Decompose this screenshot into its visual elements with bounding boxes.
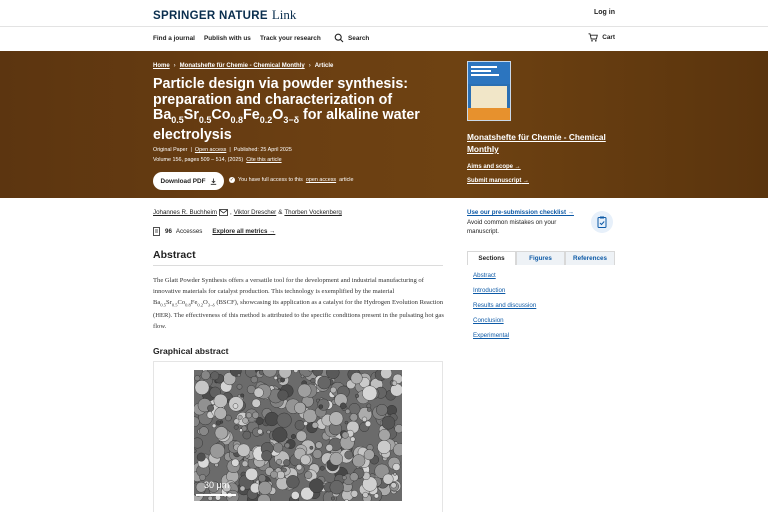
accesses-count: 96 bbox=[165, 228, 172, 235]
tab-figures[interactable]: Figures bbox=[516, 251, 565, 265]
logo-link-text: Link bbox=[271, 7, 297, 22]
toc-item-results-discussion[interactable]: Results and discussion bbox=[473, 302, 537, 309]
search-button[interactable] bbox=[334, 33, 369, 43]
aims-scope-link[interactable]: Aims and scope → bbox=[467, 164, 521, 170]
article-hero bbox=[0, 51, 768, 198]
abstract-text: The Glatt Powder Synthesis offers a versatile tool for the development and industrial manufacturing of innovative materials for catalyst production. This technology is exemplified by the material $Ba_{0.5}Sr_{0.5}Co_{0.8}Fe_{0.2}O_{3-\delta}$ (BSCF), showcasing its application as a catalyst for the Hydrogen Evolution Reaction (HER). The effectiveness of this method is attributed to the specific conditions present in the pulsating hot gas flow. bbox=[153, 277, 444, 331]
cart-label: Cart bbox=[602, 34, 615, 41]
access-open-access-link[interactable]: open access bbox=[305, 177, 337, 183]
checklist-description: Avoid common mistakes on your manuscript. bbox=[467, 219, 557, 235]
nav-bar bbox=[0, 27, 768, 51]
download-icon bbox=[210, 178, 217, 185]
toc-item-abstract[interactable]: Abstract bbox=[473, 272, 496, 279]
document-icon bbox=[153, 227, 161, 236]
accesses-label: Accesses bbox=[175, 228, 203, 235]
springer-nature-link-logo[interactable] bbox=[153, 7, 296, 23]
submit-manuscript-link[interactable]: Submit manuscript → bbox=[467, 178, 530, 184]
open-access-link[interactable]: Open access bbox=[194, 147, 227, 153]
presubmission-checklist-link[interactable]: Use our pre-submission checklist → bbox=[467, 209, 574, 216]
logo-brand: SPRINGER NATURE bbox=[153, 10, 268, 22]
explore-metrics-link[interactable]: Explore all metrics → bbox=[212, 228, 276, 235]
nav-find-journal[interactable]: Find a journal bbox=[153, 35, 195, 42]
breadcrumb-home[interactable]: Home bbox=[153, 63, 170, 69]
author-link[interactable]: Thorben Vockenberg bbox=[284, 209, 342, 216]
full-access-note: ✓ You have full access to this open access article bbox=[229, 177, 354, 183]
tab-references[interactable]: References bbox=[565, 251, 615, 265]
clipboard-check-icon bbox=[591, 211, 613, 233]
article-metrics bbox=[153, 227, 275, 236]
graphical-abstract-heading: Graphical abstract bbox=[153, 346, 229, 356]
article-volume: Volume 156, pages 509 – 514, (2025) bbox=[153, 157, 244, 163]
toc-item-introduction[interactable]: Introduction bbox=[473, 287, 506, 294]
breadcrumb-journal[interactable]: Monatshefte für Chemie - Chemical Monthly bbox=[179, 63, 305, 69]
download-pdf-button[interactable] bbox=[153, 172, 224, 190]
article-title: Particle design via powder synthesis: preparation and characterization of $Ba_{0.5}Sr_{0.5}Co_{0.8}Fe_{0.2}O_{3-\delta}$ for alkaline water electrolysis bbox=[153, 76, 420, 144]
article-volume-row bbox=[153, 157, 282, 163]
search-icon bbox=[334, 33, 344, 43]
journal-cover-image[interactable] bbox=[467, 61, 511, 121]
tab-sections[interactable]: Sections bbox=[467, 251, 516, 265]
login-link[interactable]: Log in bbox=[594, 9, 615, 16]
published-date: Published: 25 April 2025 bbox=[233, 147, 292, 153]
scale-bar bbox=[196, 494, 236, 496]
article-type: Original Paper bbox=[153, 147, 188, 153]
email-icon[interactable] bbox=[219, 209, 228, 216]
sidebar-tabs bbox=[467, 251, 615, 265]
breadcrumb bbox=[153, 63, 333, 69]
toc-item-conclusion[interactable]: Conclusion bbox=[473, 317, 504, 324]
divider bbox=[153, 265, 443, 266]
journal-name-link[interactable]: Monatshefte für Chemie - Chemical Monthly bbox=[467, 132, 606, 154]
nav-publish[interactable]: Publish with us bbox=[204, 35, 251, 42]
breadcrumb-chevron-icon: › bbox=[173, 63, 176, 69]
download-pdf-label: Download PDF bbox=[160, 177, 206, 185]
nav-track-research[interactable]: Track your research bbox=[260, 35, 321, 42]
cart-icon bbox=[588, 33, 598, 42]
article-meta: Original Paper | Open access | Published: 25 April 2025 bbox=[153, 147, 292, 153]
cite-article-link[interactable]: Cite this article bbox=[246, 157, 282, 163]
abstract-heading: Abstract bbox=[153, 249, 196, 261]
breadcrumb-chevron-icon: › bbox=[308, 63, 311, 69]
search-label: Search bbox=[348, 34, 370, 42]
check-icon: ✓ bbox=[229, 177, 235, 183]
toc-item-experimental[interactable]: Experimental bbox=[473, 332, 510, 339]
top-bar bbox=[0, 0, 768, 27]
cart-button[interactable] bbox=[588, 33, 615, 42]
author-link[interactable]: Viktor Drescher bbox=[233, 209, 277, 216]
scale-label: 30 μm bbox=[204, 480, 230, 490]
breadcrumb-current: Article bbox=[314, 63, 334, 69]
author-list: Johannes R. Buchheim , Viktor Drescher & Thorben Vockenberg bbox=[153, 209, 342, 216]
author-link[interactable]: Johannes R. Buchheim bbox=[153, 209, 217, 216]
